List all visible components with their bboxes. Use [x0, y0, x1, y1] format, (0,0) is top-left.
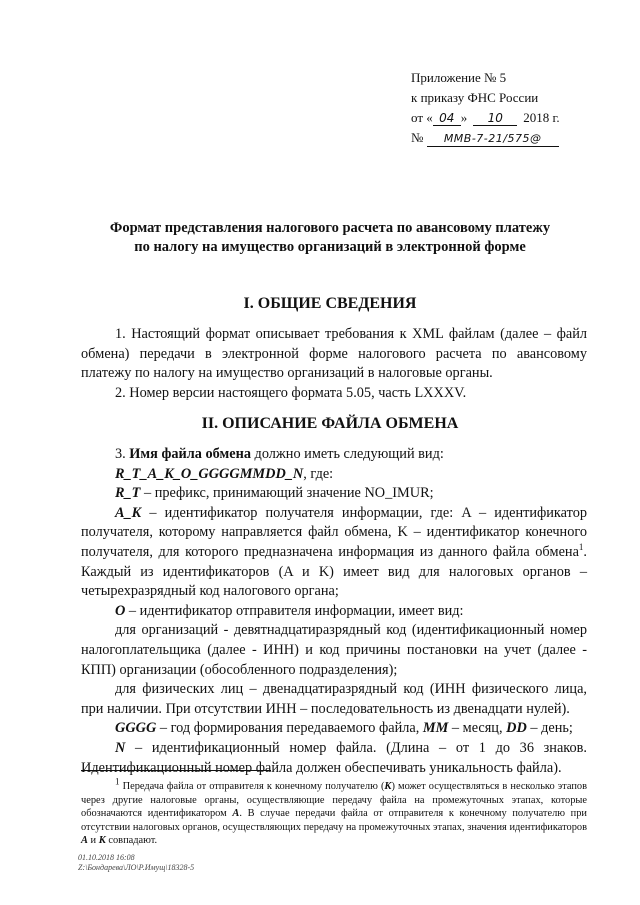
handwritten-month: 10: [473, 111, 517, 126]
section2-heading: II. ОПИСАНИЕ ФАЙЛА ОБМЕНА: [201, 415, 459, 432]
file-stamp: 01.10.2018 16:08 Z:\Бондарева\ЛО\Р.Имущ\18328-5: [78, 853, 195, 872]
paragraph-2: 2. Номер версии настоящего формата 5.05, часть LXXXV.: [115, 384, 467, 401]
appendix-block: [411, 68, 560, 148]
order-number: № ММВ-7-21/575@: [411, 128, 560, 148]
paragraph-3: 3. Имя файла обмена должно иметь следующий вид:: [115, 446, 444, 462]
footnote: $^1$ Передача файла от отправителя к конечному получателю (К) может осуществляться в несколько этапов через другие налоговые органы, осуществляющие передачу файла на промежуточных этапах, которые обозначаются идентификатором А. В случае передачи файла от отправителя к конечному получателю при отсутствии налоговых органов, осуществляющих передачу на промежуточных этапах, значения идентификаторов А и К совпадают.: [81, 776, 587, 847]
o-definition: O – идентификатор отправителя информации, имеет вид:: [115, 602, 464, 619]
order-date: от « 04 » 10 2018 г.: [411, 110, 560, 125]
section2-body: [81, 445, 587, 778]
section1-heading: I. ОБЩИЕ СВЕДЕНИЯ: [243, 295, 417, 312]
document-title: Формат представления налогового расчета по авансовому платежу по налогу на имущество организаций в электронной форме: [109, 220, 551, 255]
n-definition: N – идентификационный номер файла. (Длина – от 1 до 36 знаков. Идентификационный номер файла должен обеспечивать уникальность файла).: [81, 739, 587, 776]
filename-pattern: R_T_A_K_O_GGGGMMDD_N, где:: [115, 465, 334, 482]
paragraph-1: 1. Настоящий формат описывает требования к XML файлам (далее – файл обмена) передачи в электронной форме налогового расчета по авансовому платежу по налогу на имущество организаций в налоговые органы.: [81, 326, 587, 382]
footnote-ref: 1: [578, 542, 584, 553]
section1-body: [81, 325, 587, 403]
individual-definition: для физических лиц – двенадцатиразрядный код (ИНН физического лица, при наличии. При отсутствии ИНН – последовательность из двенадцати нулей).: [81, 681, 587, 717]
rt-definition: R_T – префикс, принимающий значение NO_IMUR;: [115, 485, 434, 502]
order-reference: к приказу ФНС России: [411, 90, 539, 105]
appendix-number: Приложение № 5: [411, 70, 507, 85]
handwritten-order-number: ММВ-7-21/575@: [427, 132, 559, 147]
handwritten-day: 04: [433, 111, 461, 126]
date-definition: GGGG – год формирования передаваемого файла, MM – месяц, DD – день;: [115, 720, 573, 737]
org-definition: для организаций - девятнадцатиразрядный код (идентификационный номер налогоплательщика (далее - ИНН) и код причины постановки на учет (далее - КПП) организации (обособленного подразделения);: [81, 622, 587, 678]
footnote-divider: [81, 770, 271, 771]
ak-definition: A_K – идентификатор получателя информации, где: A – идентификатор получателя, которому направляется файл обмена, K – идентификатор конечного получателя, для которого предназначена информация из данного файла обмена$^1$. Каждый из идентификаторов (A и K) имеет вид для налоговых органов – четырехразрядный код налогового органа;: [81, 504, 587, 600]
